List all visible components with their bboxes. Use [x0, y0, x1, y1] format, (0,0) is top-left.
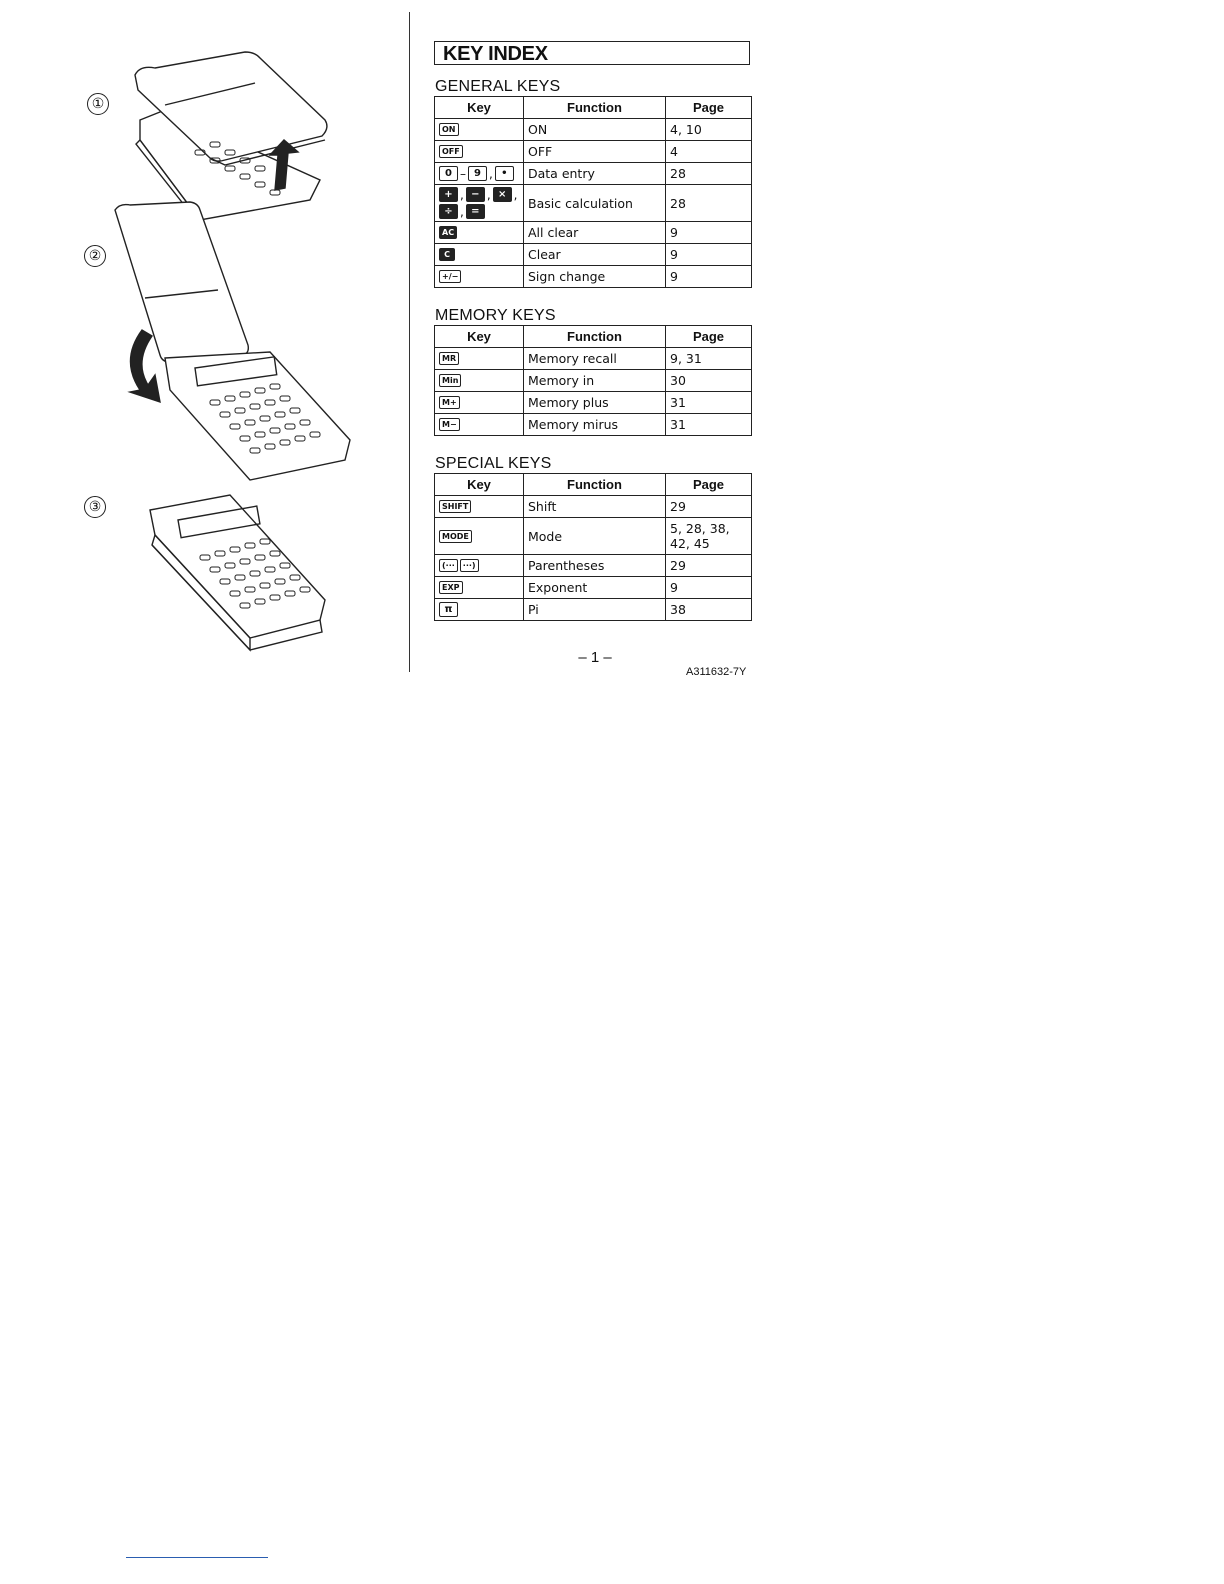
footer-rule [126, 1557, 268, 1558]
table-row [435, 599, 752, 621]
table-row [435, 119, 752, 141]
table-row [435, 266, 752, 288]
multiply-key-icon: × [493, 187, 512, 202]
general-keys-table [434, 96, 752, 288]
page-cell: 28 [666, 163, 752, 185]
key-cell [435, 555, 524, 577]
column-header-key: Key [435, 474, 524, 496]
column-header-function: Function [524, 474, 666, 496]
column-header-page: Page [666, 326, 752, 348]
key-cell [435, 141, 524, 163]
sign-change-key-icon: +/− [439, 270, 461, 283]
zero-key-icon: 0 [439, 166, 458, 181]
column-header-page: Page [666, 97, 752, 119]
memory-plus-key-icon: M+ [439, 396, 460, 409]
page-title: KEY INDEX [443, 43, 548, 65]
off-key-icon: OFF [439, 145, 463, 158]
memory-minus-key-icon: M− [439, 418, 460, 431]
special-keys-heading: SPECIAL KEYS [435, 455, 552, 472]
page-cell: 9, 31 [666, 348, 752, 370]
page-cell: 4 [666, 141, 752, 163]
key-cell [435, 348, 524, 370]
key-cell [435, 185, 524, 222]
column-header-page: Page [666, 474, 752, 496]
close-parenthesis-key-icon: ···) [460, 559, 479, 572]
table-row [435, 496, 752, 518]
function-cell: Memory plus [524, 392, 666, 414]
table-row [435, 370, 752, 392]
shift-key-icon: SHIFT [439, 500, 471, 513]
column-divider [409, 12, 410, 672]
exponent-key-icon: EXP [439, 581, 463, 594]
column-header-function: Function [524, 97, 666, 119]
table-row [435, 392, 752, 414]
key-cell [435, 266, 524, 288]
calculator-drawing [70, 40, 370, 680]
key-cell [435, 163, 524, 185]
on-key-icon: ON [439, 123, 459, 136]
nine-key-icon: 9 [468, 166, 487, 181]
table-row [435, 163, 752, 185]
key-separator: , [513, 187, 518, 202]
column-header-function: Function [524, 326, 666, 348]
page-cell: 9 [666, 266, 752, 288]
function-cell: ON [524, 119, 666, 141]
step-3-number: ③ [84, 496, 106, 518]
table-row [435, 414, 752, 436]
column-header-key: Key [435, 97, 524, 119]
key-separator: , [486, 187, 491, 202]
function-cell: All clear [524, 222, 666, 244]
table-row [435, 244, 752, 266]
calculator-illustrations [70, 40, 370, 680]
table-row [435, 222, 752, 244]
key-cell [435, 119, 524, 141]
table-row [435, 185, 752, 222]
table-row [435, 348, 752, 370]
function-cell: Memory recall [524, 348, 666, 370]
function-cell: Parentheses [524, 555, 666, 577]
key-separator: , [460, 204, 464, 219]
function-cell: Basic calculation [524, 185, 666, 222]
key-cell [435, 392, 524, 414]
key-cell [435, 599, 524, 621]
table-row [435, 555, 752, 577]
page-cell: 9 [666, 577, 752, 599]
table-header-row [435, 97, 752, 119]
page-number: – 1 – [578, 649, 612, 666]
function-cell: Memory mirus [524, 414, 666, 436]
minus-key-icon: − [466, 187, 485, 202]
function-cell: Memory in [524, 370, 666, 392]
page-cell: 30 [666, 370, 752, 392]
function-cell: Exponent [524, 577, 666, 599]
table-header-row [435, 474, 752, 496]
function-cell: Pi [524, 599, 666, 621]
function-cell: Mode [524, 518, 666, 555]
calculator-step-3 [150, 495, 325, 650]
function-cell: Clear [524, 244, 666, 266]
memory-recall-key-icon: MR [439, 352, 459, 365]
step-2-number: ② [84, 245, 106, 267]
table-row [435, 518, 752, 555]
page-cell: 31 [666, 392, 752, 414]
decimal-point-key-icon: • [495, 166, 514, 181]
memory-keys-heading: MEMORY KEYS [435, 307, 556, 324]
key-cell [435, 370, 524, 392]
mode-key-icon: MODE [439, 530, 472, 543]
memory-keys-table [434, 325, 752, 436]
column-header-key: Key [435, 326, 524, 348]
calculator-step-2 [115, 202, 350, 480]
key-cell [435, 414, 524, 436]
divide-key-icon: ÷ [439, 204, 458, 219]
general-keys-heading: GENERAL KEYS [435, 78, 561, 95]
page-cell: 28 [666, 185, 752, 222]
calculator-step-1 [135, 52, 327, 225]
page-cell: 29 [666, 496, 752, 518]
page-cell: 38 [666, 599, 752, 621]
memory-in-key-icon: Min [439, 374, 461, 387]
page-cell: 4, 10 [666, 119, 752, 141]
plus-key-icon: + [439, 187, 458, 202]
key-separator: , [460, 187, 464, 202]
all-clear-key-icon: AC [439, 226, 457, 239]
key-cell [435, 244, 524, 266]
table-row [435, 577, 752, 599]
open-parenthesis-key-icon: (··· [439, 559, 458, 572]
special-keys-table [434, 473, 752, 621]
clear-key-icon: C [439, 248, 455, 261]
table-header-row [435, 326, 752, 348]
pi-key-icon: π [439, 602, 458, 617]
key-cell [435, 222, 524, 244]
page-cell: 29 [666, 555, 752, 577]
key-cell [435, 518, 524, 555]
table-row [435, 141, 752, 163]
key-cell [435, 577, 524, 599]
function-cell: Sign change [524, 266, 666, 288]
document-code: A311632-7Y [686, 666, 747, 678]
range-dash: – [460, 166, 466, 181]
key-separator: , [489, 166, 493, 181]
equals-key-icon: = [466, 204, 485, 219]
function-cell: Shift [524, 496, 666, 518]
function-cell: OFF [524, 141, 666, 163]
function-cell: Data entry [524, 163, 666, 185]
page-cell: 31 [666, 414, 752, 436]
page-cell: 5, 28, 38, 42, 45 [666, 518, 752, 555]
step-1-number: ① [87, 93, 109, 115]
page-cell: 9 [666, 222, 752, 244]
key-index-title-box [434, 41, 750, 65]
key-cell [435, 496, 524, 518]
page-cell: 9 [666, 244, 752, 266]
